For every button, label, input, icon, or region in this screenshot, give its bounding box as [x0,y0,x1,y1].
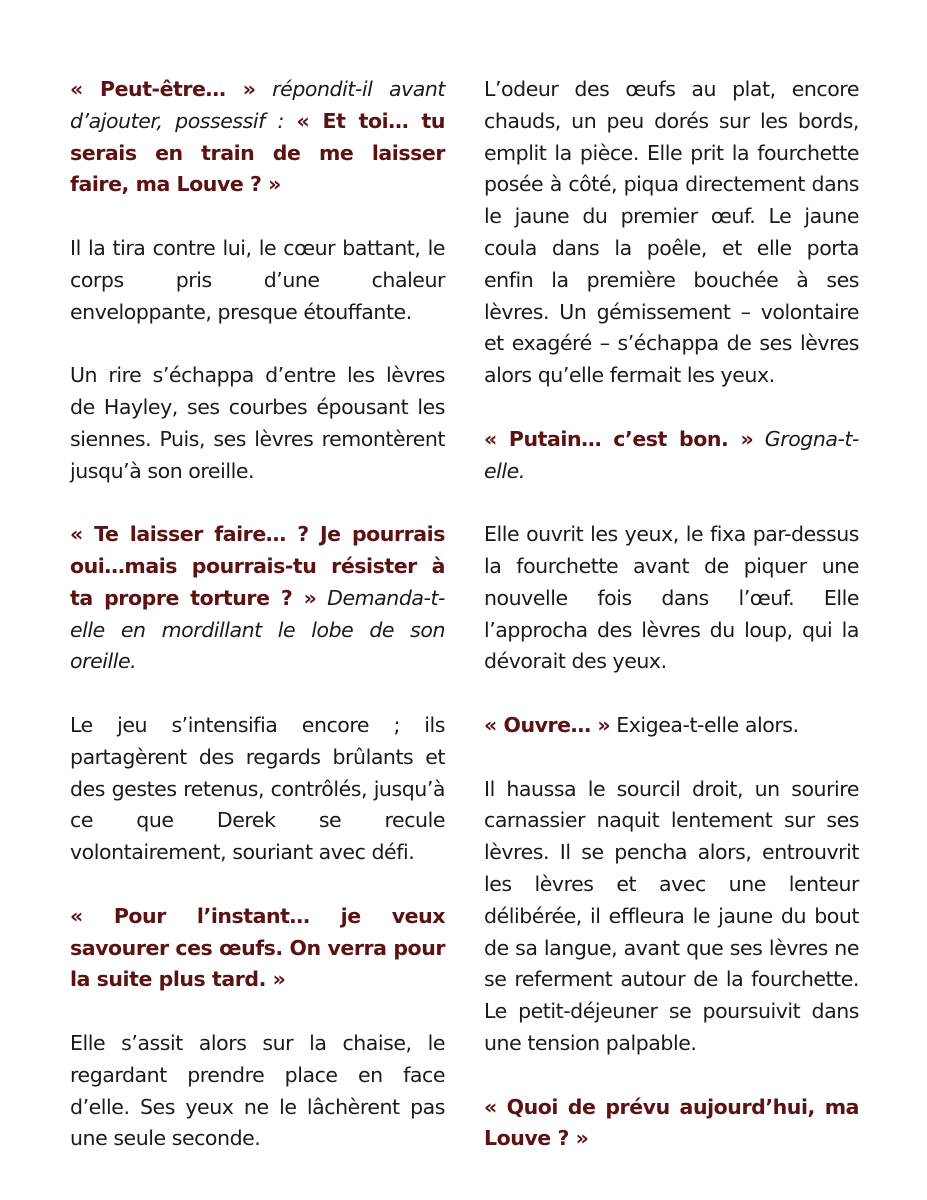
paragraph [484,1092,859,1156]
paragraph [70,233,445,328]
paragraph [70,74,445,201]
narration-text: Un rire s’échappa d’entre les lèvres de Hayley, ses courbes épousant les siennes. Puis, ses lèvres remontèrent jusqu’à son oreille. [70,363,445,483]
dialogue-text: « Te laisser faire… ? Je pourrais oui…mais pourrais-tu résister à ta propre torture ? » [70,522,445,610]
narration-text: Le jeu s’intensifia encore ; ils partagèrent des regards brûlants et des gestes retenus, contrôlés, jusqu’à ce que Derek se recule volontairement, souriant avec défi. [70,712,445,865]
dialogue-text: « Et toi… tu serais en train de me laisser faire, ma Louve ? » [70,108,445,197]
paragraph [70,1028,445,1155]
narration-italic: Demanda-t-elle en mordillant le lobe de son oreille. [70,585,445,674]
dialogue-text: « Putain… c’est bon. » [484,426,754,451]
paragraph [70,710,445,869]
right-column [484,74,859,1187]
paragraph [70,360,445,487]
narration-text: Elle ouvrit les yeux, le fixa par-dessus la fourchette avant de piquer une nouvelle fois dans l’œuf. Elle l’approcha des lèvres du loup, qui la dévorait des yeux. [484,522,859,674]
narration-text: Exigea-t-elle alors. [610,712,799,737]
narration-text: Il haussa le sourcil droit, un sourire carnassier naquit lentement sur ses lèvres. Il se pencha alors, entrouvrit les lèvres et avec une lenteur délibérée, il effleura le jaune du bout de sa langue, avant que ses lèvres ne se referment autour de la fourchette. Le petit-déjeuner se poursuivit dans une tension palpable. [484,776,859,1055]
paragraph [484,424,859,488]
paragraph [70,519,445,678]
paragraph [484,519,859,678]
narration-text: Il la tira contre lui, le cœur battant, le corps pris d’une chaleur enveloppante, presque étouffante. [70,235,445,324]
dialogue-text: « Ouvre… » [484,712,611,737]
dialogue-text: « Pour l’instant… je veux savourer ces œufs. On verra pour la suite plus tard. » [70,903,445,992]
paragraph [70,901,445,996]
narration-italic: Grogna-t-elle. [484,426,859,483]
dialogue-text: « Quoi de prévu aujourd’hui, ma Louve ? » [484,1094,859,1151]
dialogue-text: « Peut-être… » [70,77,256,101]
narration-italic: répondit-il avant d’ajouter, possessif : [70,77,445,133]
paragraph [484,74,859,392]
paragraph [484,710,859,742]
narration-text: L’odeur des œufs au plat, encore chauds, un peu dorés sur les bords, emplit la pièce. Elle prit la fourchette posée à côté, piqua directement dans le jaune du premier œuf. Le jaune coula dans la poêle, et elle porta enfin la première bouchée à ses lèvres. Un gémissement – volontaire et exagéré – s’échappa de ses lèvres alors qu’elle fermait les yeux. [484,77,859,388]
narration-text: Elle s’assit alors sur la chaise, le regardant prendre place en face d’elle. Ses yeux ne le lâchèrent pas une seule seconde. [70,1030,445,1151]
left-column [70,74,445,1187]
paragraph [484,774,859,1060]
